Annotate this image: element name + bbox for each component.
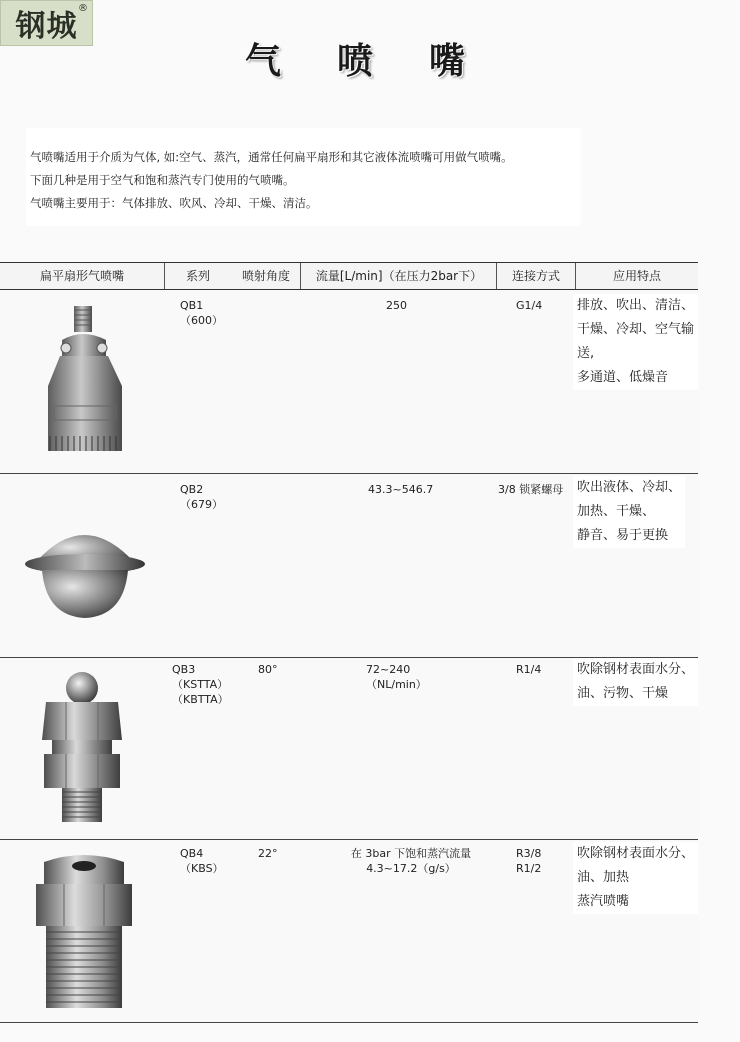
cell-features: 吹除钢材表面水分、 油、加热 蒸汽喷嘴 (573, 842, 698, 914)
flat-fan-nozzle-icon (40, 306, 130, 460)
cell-series: QB4 （KBS） (180, 847, 224, 875)
dome-nozzle-icon (22, 512, 147, 626)
header-product: 扁平扇形气喷嘴 (39, 269, 124, 283)
cell-connection: R3/8 R1/2 (516, 847, 542, 875)
cell-series: QB1 （600） (180, 299, 223, 327)
cell-connection: 3/8 锁紧螺母 (498, 483, 564, 496)
header-flow: 流量[L/min]（在压力2bar下） (315, 269, 483, 283)
intro-line: 下面几种是用于空气和饱和蒸汽专门使用的气喷嘴。 (30, 173, 295, 187)
cell-angle: 22° (258, 847, 278, 860)
header-features: 应用特点 (612, 269, 661, 283)
header-divider (164, 263, 165, 289)
registered-mark: ® (78, 3, 88, 14)
cell-flow: 250 (386, 299, 407, 312)
title-char-2: 喷 (336, 40, 373, 82)
cell-features: 吹除钢材表面水分、 油、污物、干燥 (573, 658, 698, 706)
steam-nozzle-icon (30, 854, 138, 1018)
header-connection: 连接方式 (511, 269, 560, 283)
intro-text-block (26, 128, 581, 226)
header-angle: 喷射角度 (241, 269, 290, 283)
header-series: 系列 (185, 269, 210, 283)
cell-connection: G1/4 (516, 299, 543, 312)
table-bottom-border (0, 1022, 698, 1023)
title-char-1: 气 (245, 40, 282, 82)
cell-features: 吹出液体、冷却、 加热、干燥、 静音、易于更换 (573, 476, 685, 548)
table-header (0, 262, 698, 290)
intro-line: 气喷嘴适用于介质为气体, 如:空气、蒸汽，通常任何扁平扇形和其它液体流喷嘴可用做气喷嘴。 (30, 150, 513, 164)
table-row (0, 290, 698, 474)
cell-angle: 80° (258, 663, 278, 676)
brand-logo (0, 0, 93, 46)
title-char-3: 嘴 (428, 40, 465, 82)
logo-text: 钢城 (15, 9, 78, 44)
table-row (0, 840, 698, 1022)
cell-features: 排放、吹出、清洁、 干燥、冷却、空气输 送, 多通道、低燥音 (573, 294, 698, 390)
header-divider (575, 263, 576, 289)
header-divider (496, 263, 497, 289)
cell-series: QB2 （679） (180, 483, 223, 511)
cell-flow: 72~240 （NL/min） (366, 663, 427, 691)
cell-flow: 43.3~546.7 (368, 483, 434, 496)
table-row (0, 474, 698, 658)
page-title (245, 36, 465, 80)
header-divider (300, 263, 301, 289)
table-row (0, 658, 698, 840)
intro-line: 气喷嘴主要用于：气体排放、吹风、冷却、干燥、清洁。 (30, 196, 318, 210)
ball-nozzle-icon (36, 664, 128, 833)
cell-connection: R1/4 (516, 663, 542, 676)
cell-series: QB3 （KSTTA） （KBTTA） (172, 663, 229, 706)
cell-flow: 在 3bar 下饱和蒸汽流量 4.3~17.2（g/s） (350, 847, 472, 875)
